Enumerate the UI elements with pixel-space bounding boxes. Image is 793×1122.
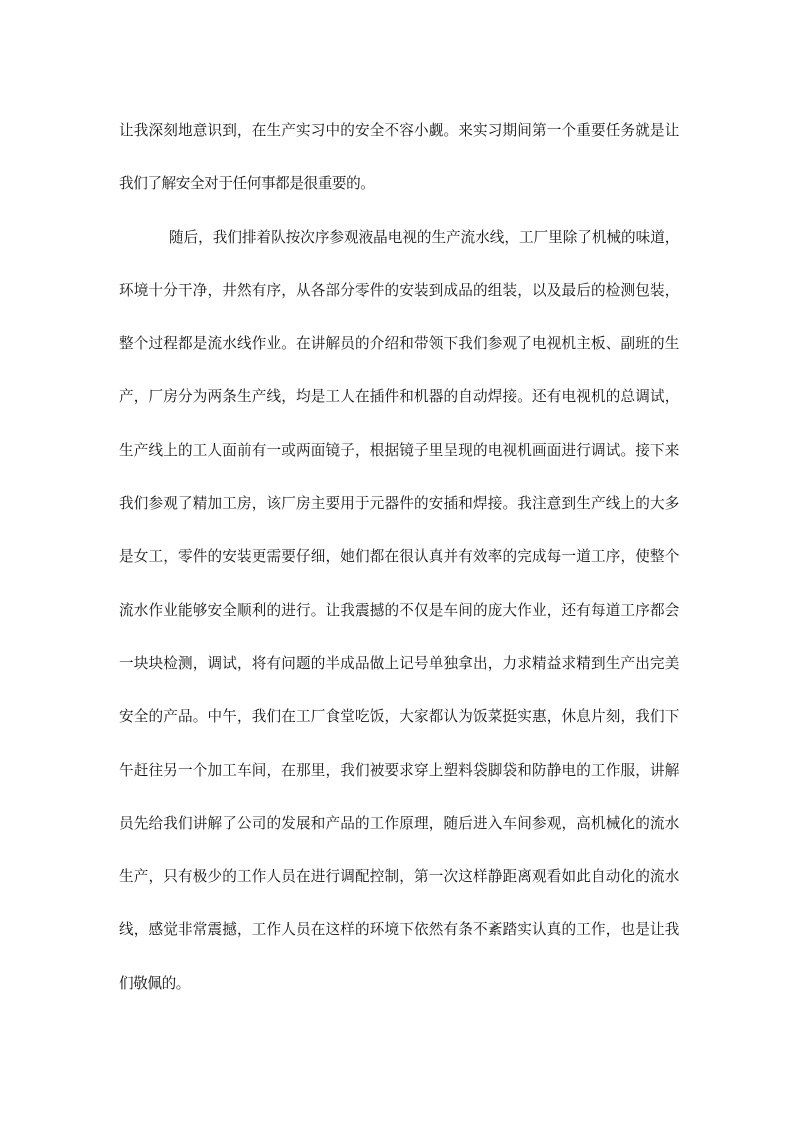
- text-line: 们敬佩的。: [119, 974, 190, 992]
- text-line: 午赶往另一个加工车间，在那里，我们被要求穿上塑料袋脚袋和防静电的工作服，讲解: [119, 761, 679, 779]
- text-line: 一块块检测，调试，将有问题的半成品做上记号单独拿出，力求精益求精到生产出完美: [119, 654, 679, 672]
- text-line: 员先给我们讲解了公司的发展和产品的工作原理，随后进入车间参观，高机械化的流水: [119, 814, 679, 832]
- paragraph-safety: [119, 116, 679, 223]
- text-line: 是女工，零件的安装更需要仔细，她们都在很认真并有效率的完成每一道工序，使整个: [119, 548, 679, 566]
- text-line: 生产线上的工人面前有一或两面镜子，根据镜子里呈现的电视机画面进行调试。接下来: [119, 441, 679, 459]
- text-line: 环境十分干净，井然有序，从各部分零件的安装到成品的组装，以及最后的检测包装，: [119, 281, 679, 299]
- text-line: 生产，只有极少的工作人员在进行调配控制，第一次这样静距离观看如此自动化的流水: [119, 868, 679, 886]
- text-line: 安全的产品。中午，我们在工厂食堂吃饭，大家都认为饭菜挺实惠，休息片刻，我们下: [119, 708, 679, 726]
- text-line: 流水作业能够安全顺利的进行。让我震撼的不仅是车间的庞大作业，还有每道工序都会: [119, 601, 679, 619]
- text-line: 整个过程都是流水线作业。在讲解员的介绍和带领下我们参观了电视机主板、副班的生: [119, 335, 679, 353]
- body-text: [119, 116, 679, 1022]
- text-line: 我们了解安全对于任何事都是很重要的。: [119, 175, 375, 193]
- text-line: 随后，我们排着队按次序参观液晶电视的生产流水线，工厂里除了机械的味道，: [169, 228, 679, 246]
- text-line: 我们参观了精加工房，该厂房主要用于元器件的安插和焊接。我注意到生产线上的大多: [119, 495, 679, 513]
- text-line: 产，厂房分为两条生产线，均是工人在插件和机器的自动焊接。还有电视机的总调试，: [119, 388, 679, 406]
- text-line: 让我深刻地意识到，在生产实习中的安全不容小觑。来实习期间第一个重要任务就是让: [119, 122, 679, 139]
- paragraph-factory-visit: [119, 223, 679, 1022]
- text-line: 线，感觉非常震撼，工作人员在这样的环境下依然有条不紊踏实认真的工作，也是让我: [119, 921, 679, 939]
